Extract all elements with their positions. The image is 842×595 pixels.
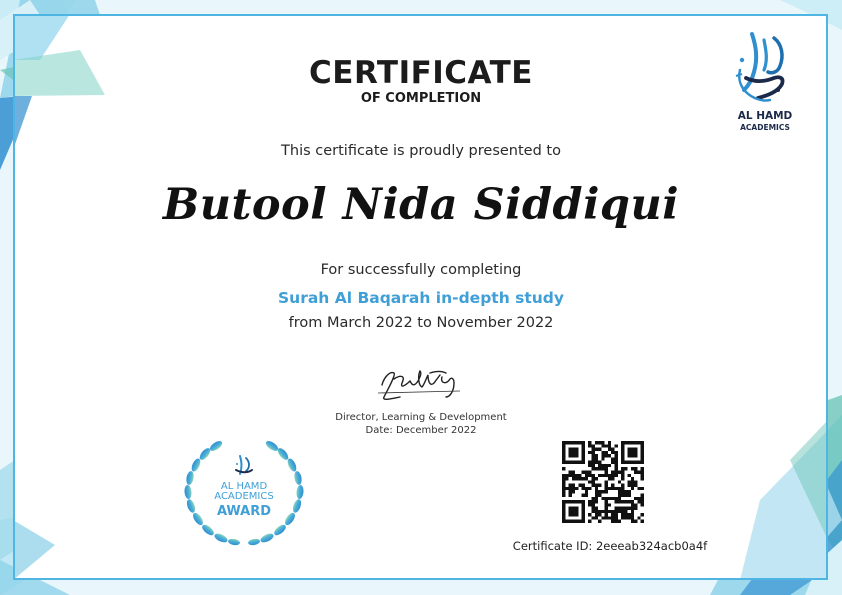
recipient-name: Butool Nida Siddiqui (162, 180, 680, 230)
course-name: Surah Al Baqarah in-depth study (278, 289, 564, 307)
logo-text-line2: ACADEMICS (740, 123, 790, 132)
certificate-title: CERTIFICATE (309, 55, 533, 91)
qr-code-icon[interactable] (562, 441, 644, 523)
date-range: from March 2022 to November 2022 (288, 315, 554, 331)
presented-text: This certificate is proudly presented to (281, 143, 561, 159)
completion-text: For successfully completing (320, 262, 522, 278)
certificate-id: Certificate ID: 2eeeab324acb0a4f (512, 539, 708, 553)
logo-text-line1: AL HAMD (737, 110, 793, 122)
award-text-line1: AL HAMD (220, 481, 268, 492)
signatory-title: Director, Learning & Development (335, 412, 507, 423)
signature-image (370, 363, 470, 407)
certificate-subtitle: OF COMPLETION (360, 91, 482, 106)
award-text-line2: ACADEMICS (214, 491, 274, 502)
award-text-line3: AWARD (216, 504, 272, 519)
issue-date: Date: December 2022 (365, 425, 477, 436)
